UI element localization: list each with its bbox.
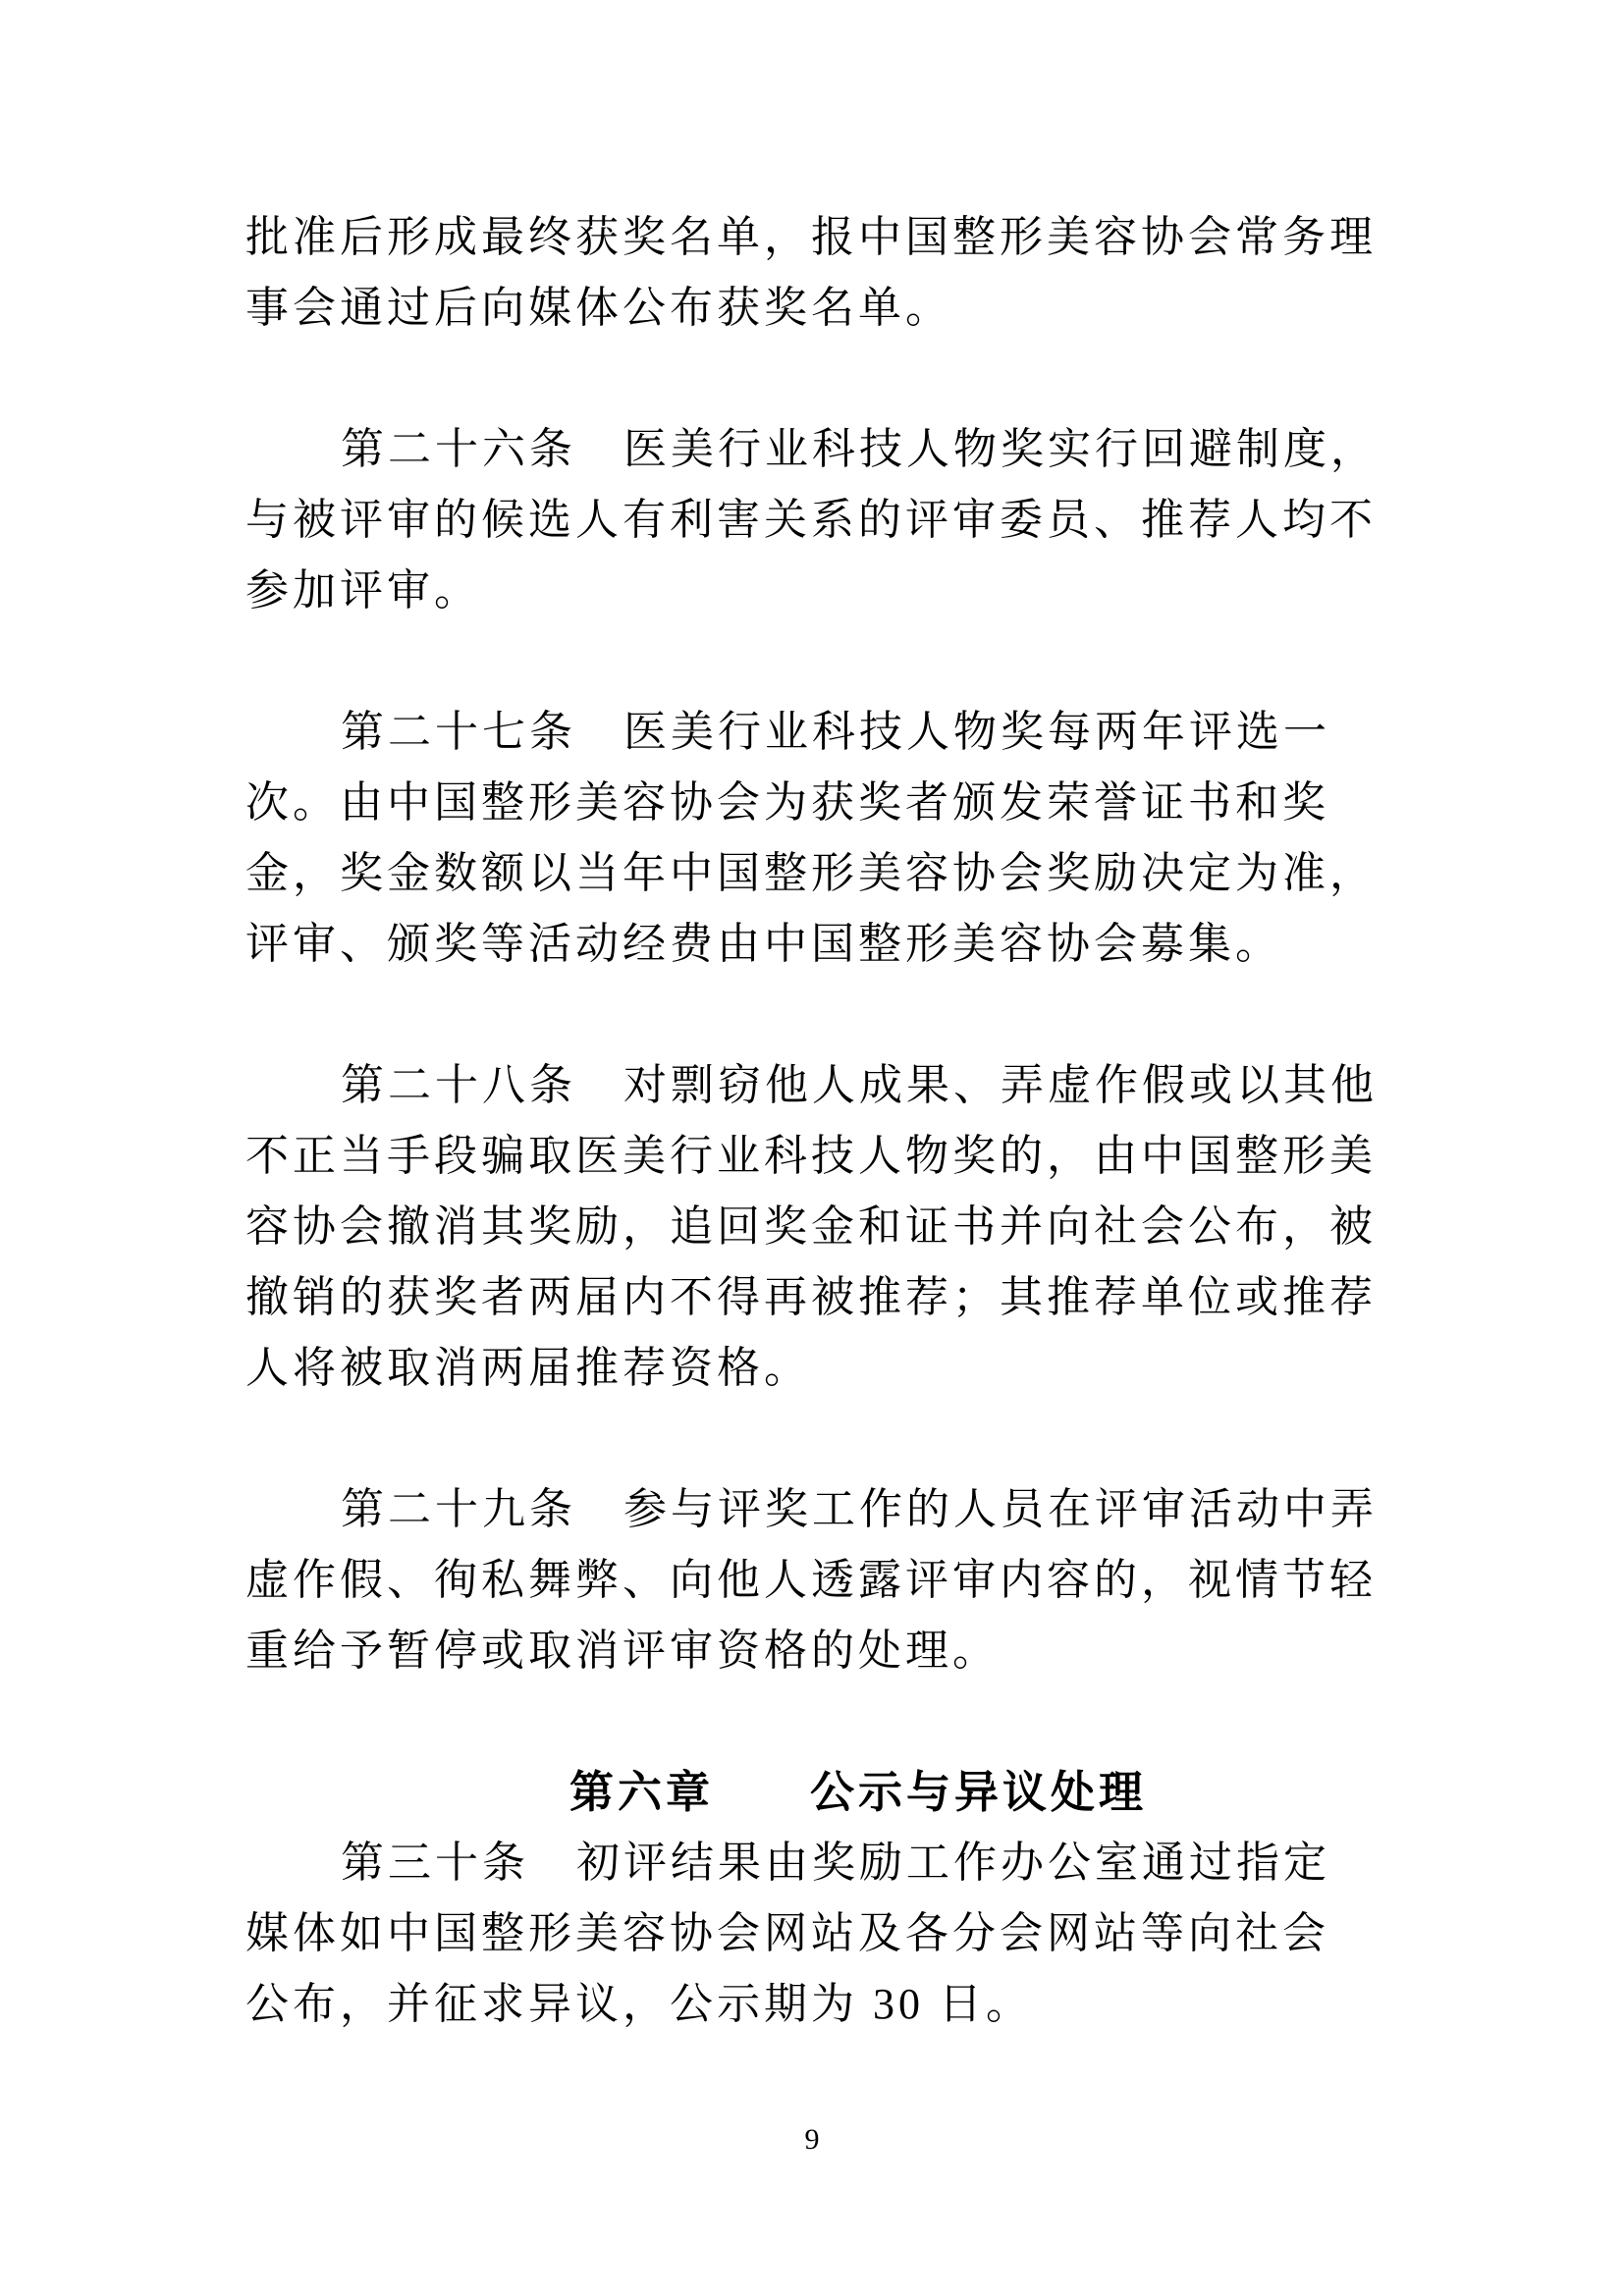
body-line: 事会通过后向媒体公布获奖名单。 <box>245 284 952 332</box>
body-line: 第二十七条 医美行业科技人物奖每两年评选一 <box>341 708 1330 756</box>
body-line: 重给予暂停或取消评审资格的处理。 <box>245 1627 1000 1675</box>
body-line: 不正当手段骗取医美行业科技人物奖的，由中国整形美 <box>245 1132 1377 1180</box>
paragraph-continuation <box>245 202 1377 344</box>
body-line: 撤销的获奖者两届内不得再被推荐；其推荐单位或推荐 <box>245 1273 1377 1321</box>
body-line: 批准后形成最终获奖名单，报中国整形美容协会常务理 <box>245 213 1377 261</box>
paragraph-article-30 <box>245 1828 1377 2040</box>
page-number: 9 <box>804 2123 820 2156</box>
paragraph-article-26 <box>245 414 1377 626</box>
text-block <box>245 202 1377 2040</box>
body-line: 参加评审。 <box>245 566 481 614</box>
body-line: 第二十六条 医美行业科技人物奖实行回避制度， <box>341 425 1378 473</box>
chapter-heading: 第六章 公示与异议处理 <box>568 1768 1147 1817</box>
body-line: 次。由中国整形美容协会为获奖者颁发荣誉证书和奖 <box>245 778 1329 827</box>
body-line: 第三十条 初评结果由奖励工作办公室通过指定 <box>341 1839 1330 1887</box>
body-line: 第二十九条 参与评奖工作的人员在评审活动中弄 <box>341 1485 1378 1533</box>
body-line: 公布，并征求异议，公示期为 30 日。 <box>245 1980 1033 2028</box>
paragraph-article-29 <box>245 1474 1377 1686</box>
body-line: 第二十八条 对剽窃他人成果、弄虚作假或以其他 <box>341 1061 1378 1109</box>
body-line: 与被评审的候选人有利害关系的评审委员、推荐人均不 <box>245 496 1377 544</box>
body-line: 虚作假、徇私舞弊、向他人透露评审内容的，视情节轻 <box>245 1556 1377 1604</box>
body-line: 评审、颁奖等活动经费由中国整形美容协会募集。 <box>245 920 1282 968</box>
body-line: 金，奖金数额以当年中国整形美容协会奖励决定为准， <box>245 849 1377 897</box>
paragraph-article-27 <box>245 697 1377 980</box>
body-line: 媒体如中国整形美容协会网站及各分会网站等向社会 <box>245 1909 1329 1957</box>
body-line: 人将被取消两届推荐资格。 <box>245 1344 811 1392</box>
paragraph-article-28 <box>245 1050 1377 1404</box>
body-line: 容协会撤消其奖励，追回奖金和证书并向社会公布，被 <box>245 1202 1377 1251</box>
